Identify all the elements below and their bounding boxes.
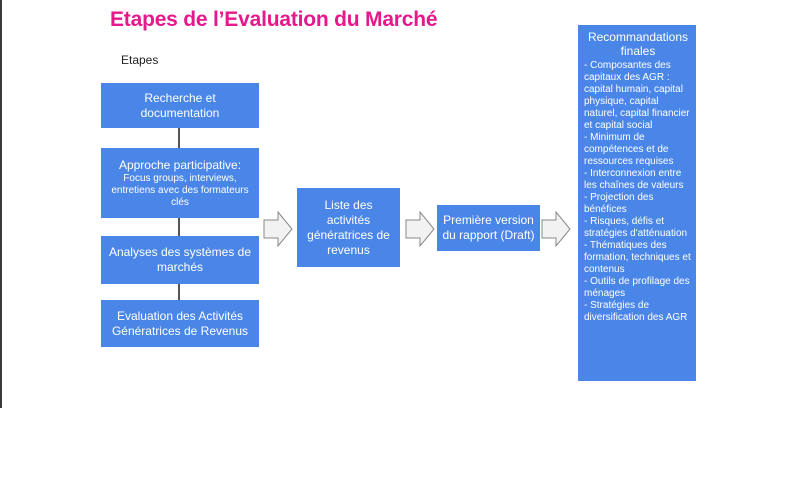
activities-list-box xyxy=(297,188,400,267)
step-box-analyses xyxy=(101,236,259,284)
recommendation-item: - Risques, défis et stratégies d'atténuation xyxy=(584,216,688,239)
connector-line xyxy=(178,218,180,236)
step-label: Evaluation des Activités Génératrices de Revenus xyxy=(111,308,249,338)
recommendation-item: - Minimum de compétences et de ressources requises xyxy=(584,132,674,167)
flow-arrow-icon xyxy=(263,211,293,247)
recommendations-box xyxy=(578,25,696,381)
flow-arrow-icon xyxy=(405,211,435,247)
step-box-approche xyxy=(101,148,259,218)
draft-report-box xyxy=(437,205,540,251)
connector-line xyxy=(178,128,180,148)
step-label: Analyses des systèmes de marchés xyxy=(108,245,252,274)
step-label: Recherche et documentation xyxy=(140,90,220,120)
left-border xyxy=(0,0,2,408)
flow-arrow-icon xyxy=(541,211,571,247)
step-heading: Approche participative: xyxy=(118,157,242,172)
step-detail: Focus groups, interviews, entretiens avec des formateurs clés xyxy=(111,172,249,208)
step-box-evaluation xyxy=(101,300,259,347)
recommendation-item: - Projection des bénéfices xyxy=(584,192,654,215)
recommendation-item: - Outils de profilage des ménages xyxy=(584,276,690,299)
page-title: Etapes de l’Evaluation du Marché xyxy=(110,8,438,31)
recommendation-item: - Interconnexion entre les chaînes de valeurs xyxy=(584,168,684,191)
steps-subtitle: Etapes xyxy=(121,53,159,67)
recommendation-item: - Composantes des capitaux des AGR : capital humain, capital physique, capital naturel, capital financier et capital social xyxy=(584,60,690,131)
box-label: Liste des activités génératrices de revenus xyxy=(307,197,390,257)
recommendations-title: Recommandations finales xyxy=(587,30,689,58)
recommendation-item: - Thématiques des formation, techniques et contenus xyxy=(584,240,691,275)
step-box-recherche xyxy=(101,83,259,128)
box-label: Première version du rapport (Draft) xyxy=(442,213,535,242)
recommendation-item: - Stratégies de diversification des AGR xyxy=(584,300,688,323)
connector-line xyxy=(178,284,180,300)
